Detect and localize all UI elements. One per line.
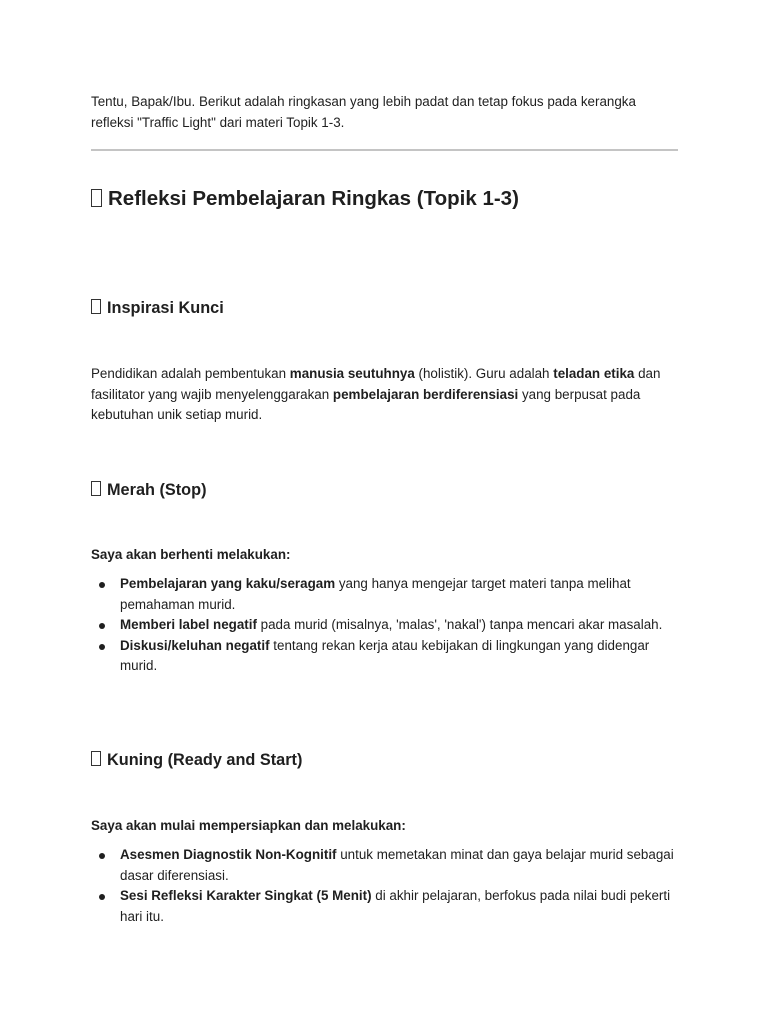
missing-glyph-icon (91, 751, 101, 766)
list-item-text: di akhir pelajaran, berfokus pada nilai budi pekerti hari itu. (120, 888, 671, 924)
section-heading-text: Merah (Stop) (107, 481, 207, 499)
bullet-dot (99, 894, 105, 900)
paragraph-text: (holistik). Guru adalah (414, 366, 554, 381)
bullet-dot (99, 623, 105, 629)
list-item (91, 886, 678, 927)
section-heading-kuning (91, 748, 302, 772)
inspirasi-paragraph (91, 364, 678, 426)
intro-paragraph: Tentu, Bapak/Ibu. Berikut adalah ringkasan yang lebih padat dan tetap fokus pada kerangka refleksi "Traffic Light" dari materi Topik 1-3. (91, 94, 636, 130)
bullet-dot (99, 644, 105, 650)
bullet-dot (99, 853, 105, 859)
list-item-text: pada murid (misalnya, 'malas', 'nakal') tanpa mencari akar masalah. (256, 617, 663, 632)
page-title-text: Refleksi Pembelajaran Ringkas (Topik 1-3) (108, 187, 519, 210)
horizontal-divider (91, 149, 678, 151)
page-title (91, 184, 519, 214)
kuning-subheading: Saya akan mulai mempersiapkan dan melakukan: (91, 818, 406, 833)
missing-glyph-icon (91, 481, 101, 496)
list-item (91, 574, 678, 615)
list-item-bold: Asesmen Diagnostik Non-Kognitif (120, 847, 337, 862)
kuning-list (91, 845, 678, 927)
bullet-dot (99, 582, 105, 588)
list-item-text: tentang rekan kerja atau kebijakan di lingkungan yang didengar murid. (120, 637, 650, 673)
section-heading-text: Inspirasi Kunci (107, 299, 224, 317)
paragraph-bold-text: manusia seutuhnya (289, 366, 415, 381)
list-item-bold: Pembelajaran yang kaku/seragam (120, 576, 336, 591)
list-item-bold: Sesi Refleksi Karakter Singkat (5 Menit) (120, 888, 372, 903)
list-item (91, 636, 678, 677)
missing-glyph-icon (91, 299, 101, 314)
list-item (91, 615, 678, 636)
section-heading-inspirasi (91, 296, 224, 320)
merah-subheading: Saya akan berhenti melakukan: (91, 547, 291, 562)
list-item-text: untuk memetakan minat dan gaya belajar murid sebagai dasar diferensiasi. (120, 847, 674, 883)
paragraph-text: yang berpusat pada kebutuhan unik setiap murid. (91, 386, 641, 422)
missing-glyph-icon (91, 189, 102, 207)
list-item-text: yang hanya mengejar target materi tanpa melihat pemahaman murid. (120, 576, 631, 612)
paragraph-text: Pendidikan adalah pembentukan (91, 366, 290, 381)
paragraph-bold-text: pembelajaran berdiferensiasi (332, 386, 519, 402)
merah-list (91, 574, 678, 677)
section-heading-merah (91, 478, 207, 502)
list-item-bold: Memberi label negatif (120, 617, 257, 632)
list-item (91, 845, 678, 886)
paragraph-text: dan fasilitator yang wajib menyelenggarakan (91, 366, 661, 402)
section-heading-text: Kuning (Ready and Start) (107, 751, 303, 769)
list-item-bold: Diskusi/keluhan negatif (120, 637, 270, 653)
paragraph-bold-text: teladan etika (553, 366, 635, 381)
